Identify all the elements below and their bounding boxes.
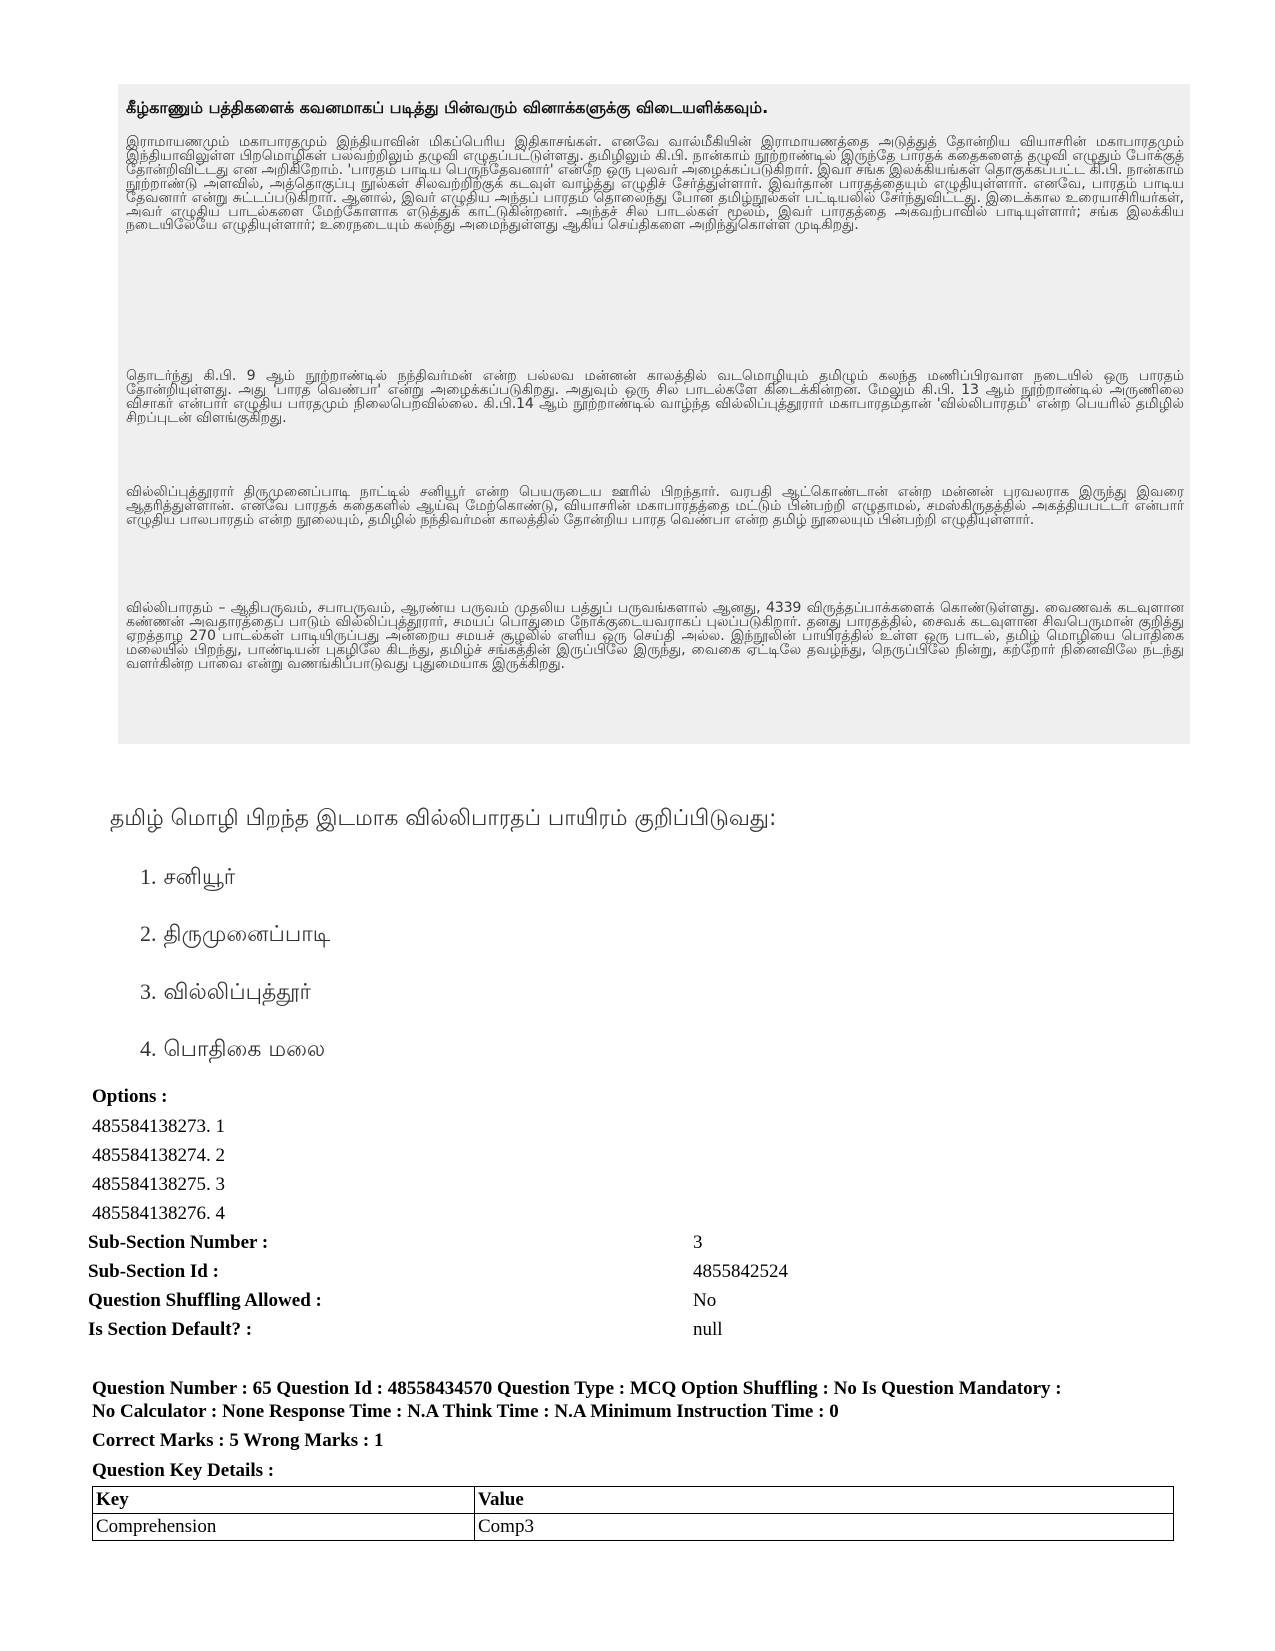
comprehension-passage — [118, 84, 1190, 744]
choice-number: 3. — [140, 979, 157, 1004]
choice-text: சனியூர் — [163, 865, 236, 890]
question-header-line: No Calculator : None Response Time : N.A Think Time : N.A Minimum Instruction Time : 0 — [92, 1401, 839, 1422]
option-id: 485584138274. 2 — [92, 1145, 225, 1166]
choice-text: பொதிகை மலை — [163, 1037, 326, 1062]
option-id: 485584138276. 4 — [92, 1203, 225, 1224]
answer-choice — [140, 864, 235, 893]
choice-number: 1. — [140, 864, 157, 889]
subsection-id-value: 4855842524 — [693, 1261, 788, 1282]
table-row — [93, 1514, 1174, 1541]
table-cell: Comp3 — [475, 1514, 1174, 1541]
passage-paragraph: தொடர்ந்து கி.பி. 9 ஆம் நூற்றாண்டில் நந்திவர்மன் என்ற பல்லவ மன்னன் காலத்தில் வடமொழியும் தமிழும் கலந்த மணிப்பிரவாள நடையில் ஒரு பாரதம் தோன்றியுள்ளது. அது 'பாரத வெண்பா' என்று அழைக்கப்படுகிறது. அதுவும் ஒரு சில பாடல்களே கிடைக்கின்றன. மேலும் கி.பி. 13 ஆம் நூற்றாண்டில் அருணிலை விசாகர் என்பார் எழுதிய பாரதமும் நிலைபெறவில்லை. கி.பி.14 ஆம் நூற்றாண்டில் வாழ்ந்த வில்லிப்புத்தூரார் மகாபாரதம்தான் 'வில்லிபாரதம்' என்ற பெயரில் தமிழில் சிறப்புடன் விளங்குகிறது. — [126, 368, 1184, 426]
question-shuffling-value: No — [693, 1290, 717, 1311]
passage-paragraph: வில்லிப்புத்தூரார் திருமுனைப்பாடி நாட்டில் சனியூர் என்ற பெயருடைய ஊரில் பிறந்தார். வரபதி ஆட்கொண்டான் என்ற மன்னன் புரவலராக இருந்து இவரை ஆதரித்துள்ளான். எனவே பாரதக் கதைகளில் ஆய்வு மேற்கொண்டு, வியாசரின் மகாபாரதத்தை மட்டும் பின்பற்றி எழுதாமல், சமஸ்கிருதத்தில் அகத்தியபட்டர் என்பார் எழுதிய பாலபாரதம் என்ற நூலையும், தமிழில் நந்திவர்மன் காலத்தில் தோன்றிய பாரத வெண்பா என்ற தமிழ் நூலையும் பின்பற்றி எழுதியுள்ளார். — [126, 484, 1184, 528]
marks-line: Correct Marks : 5 Wrong Marks : 1 — [92, 1430, 384, 1451]
answer-choice — [140, 979, 311, 1008]
option-id: 485584138273. 1 — [92, 1116, 225, 1137]
passage-paragraph: இராமாயணமும் மகாபாரதமும் இந்தியாவின் மிகப்பெரிய இதிகாசங்கள். எனவே வால்மீகியின் இராமாயணத்தை அடுத்துத் தோன்றிய வியாசரின் மகாபாரதமும் இந்தியாவிலுள்ள பிறமொழிகள் பலவற்றிலும் தழுவி எழுதப்பட்டுள்ளது. தமிழிலும் கி.பி. நான்காம் நூற்றாண்டில் இருந்தே பாரதக் கதைகளைத் தழுவி எழுதும் போக்குத் தோன்றிவிட்டது என அறிகிறோம். 'பாரதம் பாடிய பெருந்தேவனார்' என்றே ஒரு புலவர் அழைக்கப்படுகிறார். இவர் சங்க இலக்கியங்கள் தொகுக்கப்பட்ட கி.பி. நான்காம் நூற்றாண்டு அளவில், அத்தொகுப்பு நூல்கள் சிலவற்றிற்குக் கடவுள் வாழ்த்து எழுதிச் சேர்த்துள்ளார். இவர்தான் பாரதத்தையும் எழுதியுள்ளார். எனவே, பாரதம் பாடிய தேவனார் என்று சுட்டப்படுகிறார். ஆனால், இவர் எழுதிய அந்தப் பாரதம் தொலைந்து போன தமிழ்நூல்கள் பட்டியலில் சேர்ந்துவிட்டது. இடைக்கால உரையாசிரியர்கள், அவர் எழுதிய பாடல்களை மேற்கோளாக எடுத்துக் காட்டுகின்றனர். அந்தச் சில பாடல்கள் மூலம், இவர் பாரதத்தை அகவற்பாவில் பாடியுள்ளார்; சங்க இலக்கிய நடையிலேயே எழுதியுள்ளார்; உரைநடையும் கலந்து அமைந்துள்ளது ஆகிய செய்திகளை அறிந்துகொள்ள முடிகிறது. — [126, 134, 1184, 234]
subsection-number-label: Sub-Section Number : — [88, 1232, 269, 1253]
table-header-row — [93, 1487, 1174, 1514]
section-default-value: null — [693, 1319, 723, 1340]
key-details-table — [92, 1486, 1174, 1541]
table-header-cell: Key — [93, 1487, 475, 1514]
option-id: 485584138275. 3 — [92, 1174, 225, 1195]
choice-text: வில்லிப்புத்தூர் — [163, 980, 311, 1005]
choice-number: 4. — [140, 1036, 157, 1061]
question-header-line: Question Number : 65 Question Id : 48558434570 Question Type : MCQ Option Shuffling : No Is Question Mandatory : — [92, 1378, 1062, 1399]
section-default-label: Is Section Default? : — [88, 1319, 253, 1340]
subsection-id-label: Sub-Section Id : — [88, 1261, 219, 1282]
key-details-label: Question Key Details : — [92, 1460, 275, 1481]
table-cell: Comprehension — [93, 1514, 475, 1541]
question-shuffling-label: Question Shuffling Allowed : — [88, 1290, 322, 1311]
answer-choice — [140, 921, 330, 950]
question-text: தமிழ் மொழி பிறந்த இடமாக வில்லிபாரதப் பாயிரம் குறிப்பிடுவது: — [110, 806, 777, 831]
passage-heading: கீழ்காணும் பத்திகளைக் கவனமாகப் படித்து பின்வரும் வினாக்களுக்கு விடையளிக்கவும். — [126, 98, 769, 117]
subsection-number-value: 3 — [693, 1232, 703, 1253]
table-header-cell: Value — [475, 1487, 1174, 1514]
choice-text: திருமுனைப்பாடி — [163, 922, 331, 947]
answer-choice — [140, 1036, 325, 1065]
options-heading: Options : — [92, 1086, 168, 1107]
passage-paragraph: வில்லிபாரதம் – ஆதிபருவம், சபாபருவம், ஆரண்ய பருவம் முதலிய பத்துப் பருவங்களால் ஆனது, 4339 விருத்தப்பாக்களைக் கொண்டுள்ளது. வைணவக் கடவுளான கண்ணன் அவதாரத்தைப் பாடும் வில்லிப்புத்தூரார், சமயப் பொதுமை நோக்குடையவராகப் புலப்படுகிறார். தனது பாரதத்தில், சைவக் கடவுளான சிவபெருமான் குறித்து ஏறத்தாழ 270 பாடல்கள் பாடியிருப்பது அன்றைய சமயச் சூழலில் எளிய ஒரு செய்தி அல்ல. இந்நூலின் பாயிரத்தில் உள்ள ஒரு பாடல், தமிழ் மொழியை பொதிகை மலையில் பிறந்து, பாண்டியன் புகழிலே கிடந்து, தமிழ்ச் சங்கத்தின் இருப்பிலே இருந்து, வைகை ஏட்டிலே தவழ்ந்து, நெருப்பிலே நின்று, கற்றோர் நினைவிலே நடந்து வளர்கின்ற பாவை என்று வணங்கிப்பாடுவது புதுமையாக இருக்கிறது. — [126, 600, 1184, 672]
choice-number: 2. — [140, 921, 157, 946]
